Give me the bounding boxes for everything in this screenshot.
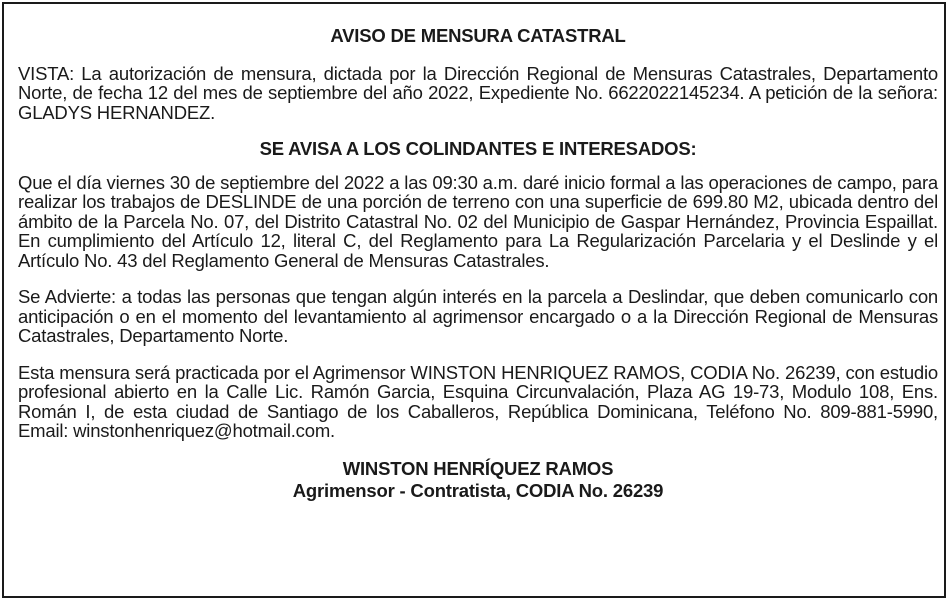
heading-avisa: SE AVISA A LOS COLINDANTES E INTERESADOS:: [259, 138, 697, 159]
signature-name: WINSTON HENRÍQUEZ RAMOS: [342, 457, 614, 479]
signature-block: [18, 458, 938, 502]
paragraph-agrimensor: Esta mensura será practicada por el Agrimensor WINSTON HENRIQUEZ RAMOS, CODIA No. 26239, con estudio profesional abierto en la Calle Lic. Ramón Garcia, Esquina Circunvalación, Plaza AG 19-73, Modulo 108, Ens. Román I, de esta ciudad de Santiago de los Caballeros, República Dominicana, Teléfono No. 809-881-5990, Email: winstonhenriquez@hotmail.com.: [18, 361, 938, 441]
notice-body: [18, 26, 938, 502]
paragraph-advierte: Se Advierte: a todas las personas que tengan algún interés en la parcela a Deslindar, que deben comunicarlo con anticipación o en el momento del levantamiento al agrimensor encargado o a la Dirección Regional de Mensuras Catastrales, Departamento Norte.: [18, 286, 938, 346]
paragraph-vista: VISTA: La autorización de mensura, dictada por la Dirección Regional de Mensuras Catastrales, Departamento Norte, de fecha 12 del mes de septiembre del año 2022, Expediente No. 6622022145234. A petición de la señora: GLADYS HERNANDEZ.: [18, 62, 938, 123]
notice-title: AVISO DE MENSURA CATASTRAL: [330, 25, 626, 46]
paragraph-operaciones: Que el día viernes 30 de septiembre del 2022 a las 09:30 a.m. daré inicio formal a las operaciones de campo, para realizar los trabajos de DESLINDE de una porción de terreno con una superficie de 699.80 M2, ubicada dentro del ámbito de la Parcela No. 07, del Distrito Catastral No. 02 del Municipio de Gaspar Hernández, Provincia Espaillat. En cumplimiento del Artículo 12, literal C, del Reglamento para La Regularización Parcelaria y el Deslinde y el Artículo No. 43 del Reglamento General de Mensuras Catastrales.: [18, 171, 938, 271]
signature-role: Agrimensor - Contratista, CODIA No. 26239: [292, 479, 664, 501]
